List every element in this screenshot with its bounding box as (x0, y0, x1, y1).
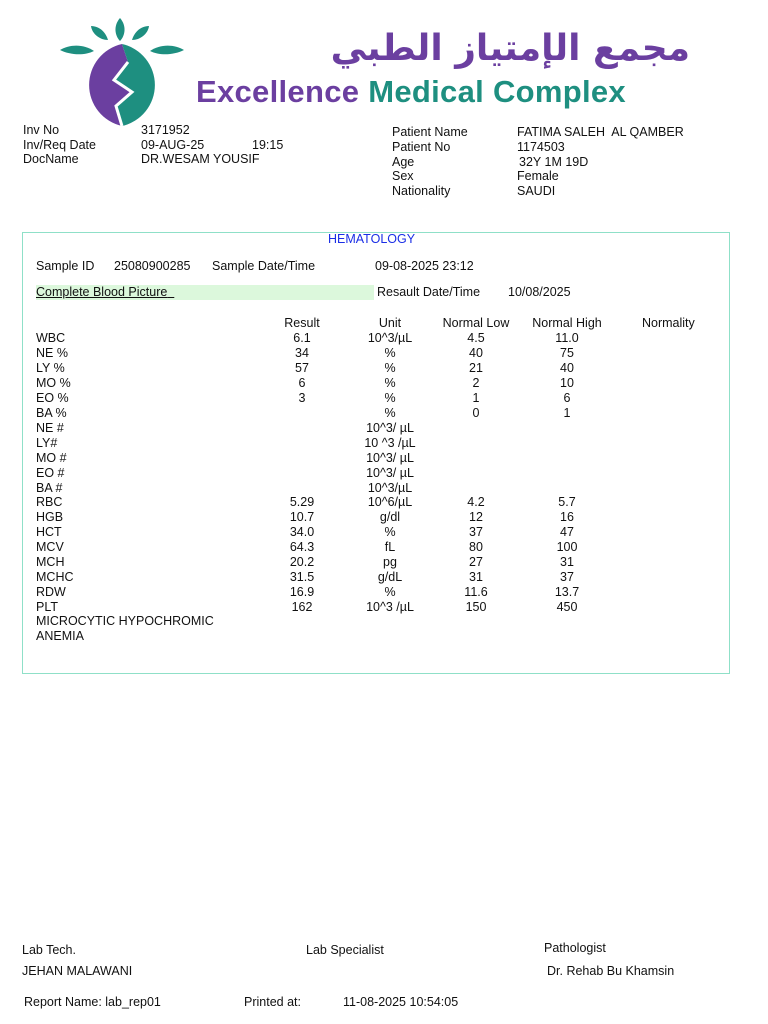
section-title: HEMATOLOGY (328, 232, 416, 246)
clinic-logo (58, 14, 188, 126)
result-cell: 57 (295, 361, 309, 375)
normal-low-cell: 150 (465, 600, 487, 614)
unit-cell: 10 ^3 /µL (364, 436, 416, 450)
age-value: 32Y 1M 19D (519, 155, 589, 169)
result-cell: 64.3 (289, 540, 315, 554)
header-unit: Unit (378, 316, 402, 330)
lab-tech-label: Lab Tech. (22, 943, 76, 957)
unit-cell: fL (384, 540, 396, 554)
test-name-cell: MCHC (36, 570, 74, 584)
english-name-part2: Medical Complex (368, 74, 626, 109)
unit-cell: 10^3/ µL (366, 421, 414, 435)
normal-low-cell: 27 (469, 555, 483, 569)
report-name: Report Name: lab_rep01 (24, 995, 161, 1009)
unit-cell: g/dl (379, 510, 401, 524)
result-cell: 31.5 (289, 570, 315, 584)
normal-low-cell: 4.5 (467, 331, 485, 345)
normal-high-cell: 5.7 (558, 495, 576, 509)
normal-high-cell: 40 (560, 361, 574, 375)
unit-cell: % (384, 585, 396, 599)
req-time-value: 19:15 (252, 138, 284, 152)
normal-low-cell: 12 (469, 510, 483, 524)
unit-cell: % (384, 346, 396, 360)
test-name-cell: MCV (36, 540, 64, 554)
test-name-cell: MCH (36, 555, 65, 569)
unit-cell: 10^6/µL (367, 495, 413, 509)
normal-high-cell: 31 (560, 555, 574, 569)
result-cell: 6.1 (293, 331, 311, 345)
interpretation: MICROCYTIC HYPOCHROMIC ANEMIA (36, 614, 214, 643)
pathologist-label: Pathologist (544, 941, 606, 955)
sex-value: Female (517, 169, 559, 183)
req-date-value: 09-AUG-25 (141, 138, 205, 152)
test-name-cell: MO # (36, 451, 67, 465)
test-name-cell: NE # (36, 421, 64, 435)
unit-cell: 10^3 /µL (366, 600, 414, 614)
normal-high-cell: 37 (560, 570, 574, 584)
unit-cell: % (384, 391, 396, 405)
header-normal-low: Normal Low (442, 316, 510, 330)
patient-no-label: Patient No (392, 140, 451, 154)
result-cell: 6 (298, 376, 306, 390)
english-name-part1: Excellence (196, 74, 360, 109)
normal-low-cell: 1 (472, 391, 480, 405)
sample-datetime-label: Sample Date/Time (212, 259, 316, 273)
normal-low-cell: 31 (469, 570, 483, 584)
unit-cell: % (384, 361, 396, 375)
normal-high-cell: 16 (560, 510, 574, 524)
age-label: Age (392, 155, 415, 169)
normal-high-cell: 10 (560, 376, 574, 390)
test-name-cell: PLT (36, 600, 58, 614)
test-name-cell: HCT (36, 525, 62, 539)
inv-no-label: Inv No (23, 123, 60, 137)
pathologist-name: Dr. Rehab Bu Khamsin (547, 964, 675, 978)
result-cell: 3 (298, 391, 306, 405)
normal-low-cell: 21 (469, 361, 483, 375)
normal-low-cell: 37 (469, 525, 483, 539)
test-name-text: Complete Blood Picture (36, 285, 168, 299)
unit-cell: % (384, 376, 396, 390)
result-cell: 162 (291, 600, 313, 614)
result-cell: 34.0 (289, 525, 315, 539)
nationality-label: Nationality (392, 184, 451, 198)
test-name (36, 285, 174, 299)
unit-cell: 10^3/ µL (366, 451, 414, 465)
test-name-cell: BA # (36, 481, 63, 495)
req-date-label: Inv/Req Date (23, 138, 96, 152)
normal-low-cell: 80 (469, 540, 483, 554)
unit-cell: 10^3/ µL (366, 466, 414, 480)
normal-high-cell: 100 (556, 540, 578, 554)
lab-specialist-label: Lab Specialist (306, 943, 384, 957)
normal-low-cell: 40 (469, 346, 483, 360)
result-datetime-label: Resault Date/Time (377, 285, 481, 299)
result-cell: 20.2 (289, 555, 315, 569)
test-name-cell: EO % (36, 391, 69, 405)
test-name-cell: EO # (36, 466, 65, 480)
normal-low-cell: 2 (472, 376, 480, 390)
test-name-cell: MO % (36, 376, 71, 390)
clinic-arabic-name (250, 28, 690, 69)
arabic-name-text: مجمع الإمتياز الطبي (330, 28, 690, 69)
nationality-value: SAUDI (517, 184, 556, 198)
sample-datetime-value: 09-08-2025 23:12 (375, 259, 474, 273)
doc-name-value: DR.WESAM YOUSIF (141, 152, 260, 166)
normal-high-cell: 450 (556, 600, 578, 614)
printed-label: Printed at: (244, 995, 301, 1009)
normal-high-cell: 75 (560, 346, 574, 360)
test-name-cell: RBC (36, 495, 63, 509)
doc-name-label: DocName (23, 152, 79, 166)
test-name-cell: LY % (36, 361, 65, 375)
unit-cell: g/dL (377, 570, 403, 584)
unit-cell: % (384, 406, 396, 420)
normal-high-cell: 13.7 (554, 585, 580, 599)
patient-name-label: Patient Name (392, 125, 468, 139)
normal-low-cell: 4.2 (467, 495, 485, 509)
normal-low-cell: 11.6 (464, 585, 488, 599)
test-name-cell: RDW (36, 585, 66, 599)
lab-tech-name: JEHAN MALAWANI (22, 964, 133, 978)
result-cell: 10.7 (289, 510, 315, 524)
patient-name-value: FATIMA SALEH AL QAMBER (517, 125, 684, 139)
test-name-cell: BA % (36, 406, 67, 420)
normal-high-cell: 6 (563, 391, 571, 405)
unit-cell: pg (383, 555, 397, 569)
test-name-cell: NE % (36, 346, 68, 360)
result-cell: 16.9 (289, 585, 315, 599)
normal-low-cell: 0 (472, 406, 480, 420)
result-datetime-value: 10/08/2025 (508, 285, 571, 299)
normal-high-cell: 1 (563, 406, 571, 420)
sample-id-label: Sample ID (36, 259, 95, 273)
inv-no-value: 3171952 (141, 123, 190, 137)
test-name-cell: HGB (36, 510, 64, 524)
sample-id-value: 25080900285 (114, 259, 191, 273)
normal-high-cell: 11.0 (555, 331, 579, 345)
test-name-cell: WBC (36, 331, 66, 345)
printed-at: 11-08-2025 10:54:05 (343, 995, 459, 1009)
header-result: Result (284, 316, 320, 330)
clinic-english-name (196, 74, 626, 110)
sex-label: Sex (392, 169, 414, 183)
result-cell: 34 (295, 346, 309, 360)
result-cell: 5.29 (289, 495, 315, 509)
unit-cell: 10^3/µL (367, 481, 413, 495)
normal-high-cell: 47 (560, 525, 574, 539)
test-name-cell: LY# (36, 436, 58, 450)
header-normal-high: Normal High (532, 316, 602, 330)
patient-no-value: 1174503 (517, 140, 565, 154)
unit-cell: % (384, 525, 396, 539)
unit-cell: 10^3/µL (367, 331, 413, 345)
header-normality: Normality (642, 316, 695, 330)
